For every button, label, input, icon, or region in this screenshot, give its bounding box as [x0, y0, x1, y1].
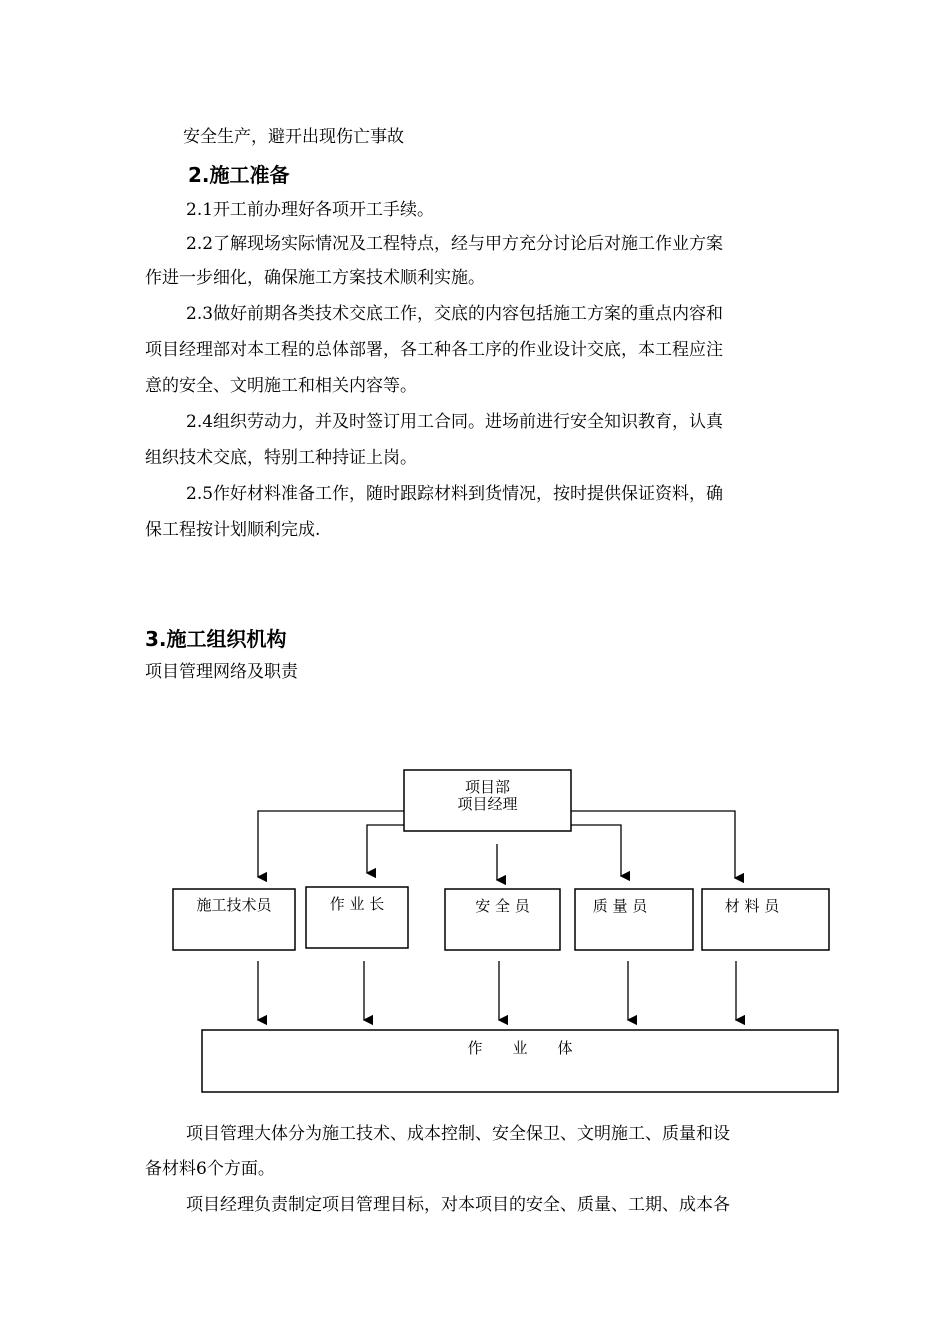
org-top-label-1: 项目部: [464, 778, 510, 796]
paragraph-2-3-line1: 2.3做好前期各类技术交底工作，交底的内容包括施工方案的重点内容和: [186, 304, 724, 324]
org-bottom-label: 作 业 体: [467, 1039, 573, 1057]
connector-left-outer: [258, 811, 404, 877]
paragraph-line: 安全生产，避开出现伤亡事故: [183, 127, 404, 147]
paragraph-2-4-line1: 2.4组织劳动力，并及时签订用工合同。进场前进行安全知识教育，认真: [186, 412, 724, 432]
paragraph-after-2: 项目经理负责制定项目管理目标，对本项目的安全、质量、工期、成本各: [186, 1195, 730, 1215]
paragraph-2-2-line2: 作进一步细化，确保施工方案技术顺利实施。: [145, 268, 485, 288]
role-label-5: 材 料 员: [724, 897, 780, 915]
paragraph-after-1-line2: 备材料6个方面。: [145, 1159, 275, 1179]
role-label-4: 质 量 员: [592, 897, 648, 915]
org-top-label-2: 项目经理: [457, 795, 518, 813]
paragraph-2-5-line1: 2.5作好材料准备工作，随时跟踪材料到货情况，按时提供保证资料，确: [186, 484, 724, 504]
section-heading-2: 2.施工准备: [188, 163, 290, 187]
paragraph-2-4-line2: 组织技术交底，特别工种持证上岗。: [145, 448, 417, 468]
connector-right-outer: [571, 811, 735, 878]
section-heading-3: 3.施工组织机构: [145, 627, 287, 651]
paragraph-2-3-line2: 项目经理部对本工程的总体部署，各工种各工序的作业设计交底，本工程应注: [145, 340, 723, 360]
paragraph-after-1-line1: 项目管理大体分为施工技术、成本控制、安全保卫、文明施工、质量和设: [186, 1124, 730, 1144]
connector-left-inner: [367, 825, 404, 873]
paragraph-2-3-line3: 意的安全、文明施工和相关内容等。: [145, 376, 417, 396]
paragraph-2-2-line1: 2.2了解现场实际情况及工程特点，经与甲方充分讨论后对施工作业方案: [186, 234, 724, 254]
connector-right-inner: [571, 825, 621, 876]
paragraph-2-1: 2.1开工前办理好各项开工手续。: [186, 200, 435, 220]
role-label-1: 施工技术员: [196, 896, 272, 914]
role-label-3: 安 全 员: [475, 897, 530, 915]
subheading-org-network: 项目管理网络及职责: [145, 662, 298, 682]
paragraph-2-5-line2: 保工程按计划顺利完成.: [145, 520, 321, 540]
role-label-2: 作 业 长: [329, 895, 385, 913]
